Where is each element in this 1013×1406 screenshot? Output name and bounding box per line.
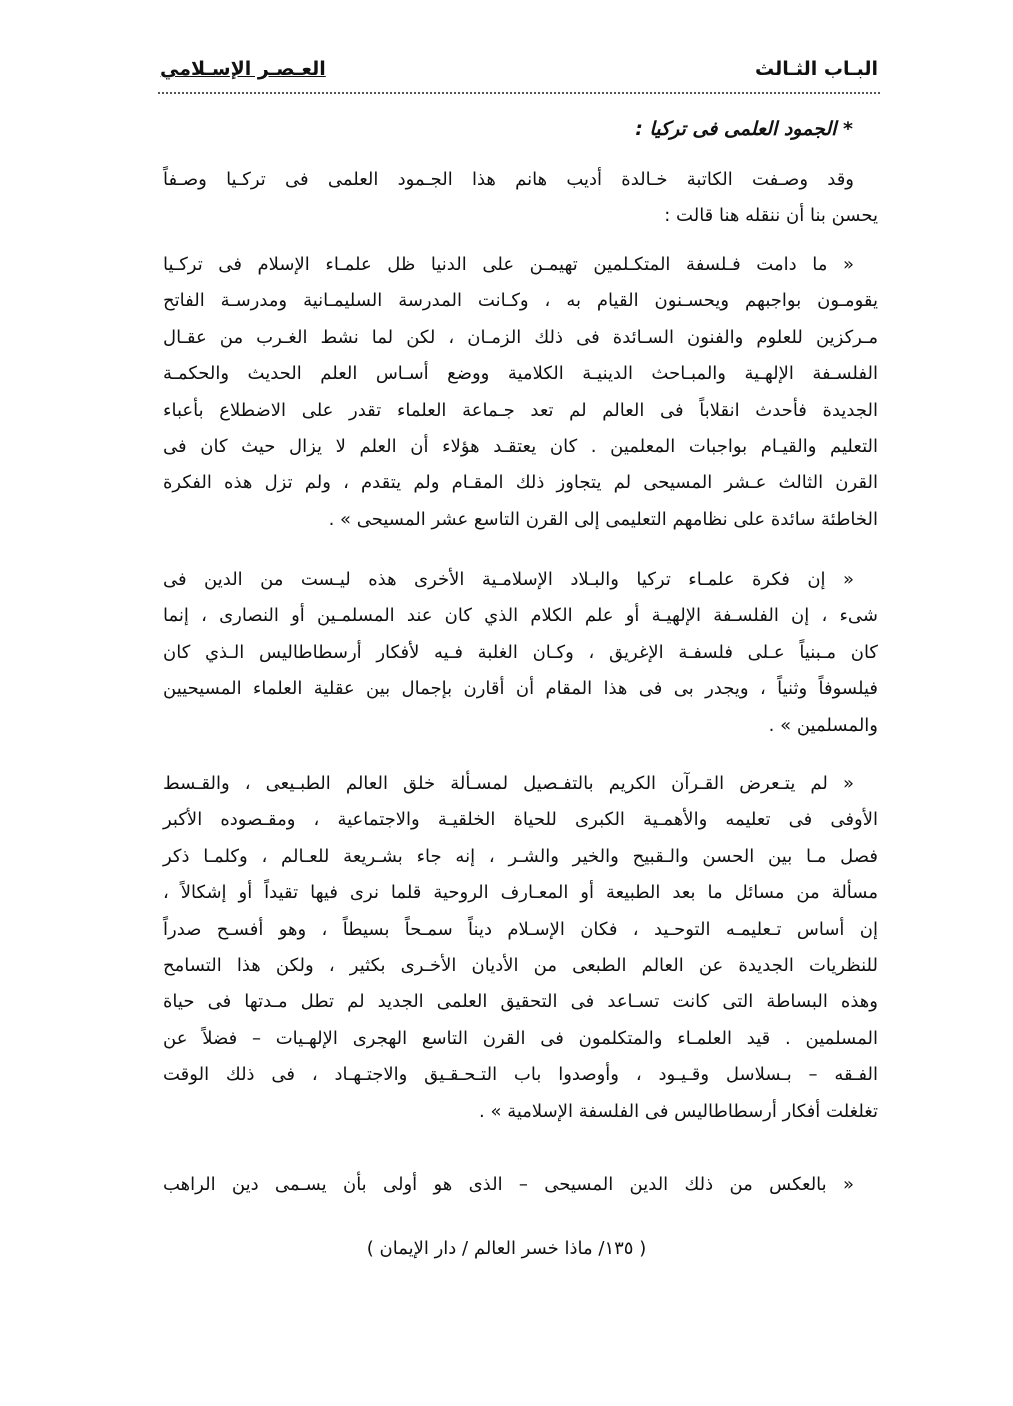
text-line: مسألة من مسائل ما بعد الطبيعة أو المعـارف الروحية قلما نرى فيها تقيداً أو إشكالاً ، [163, 882, 878, 904]
text-line: وقد وصـفت الكاتبة خـالدة أديب هانم هذا الجـمود العلمى فى تركـيا وصـفاً [163, 169, 854, 190]
text-line: المسلمين . قيد العلمـاء والمتكلمون فى القرن التاسع الهجرى الإلهـيات – فضلاً عن [163, 1027, 878, 1049]
text-line: فصل مـا بين الحسن والـقبيح والخير والشـر ، إنه جاء بشـريعة للعـالم ، وكلمـا ذكر [163, 845, 878, 867]
header-rule [158, 92, 880, 94]
text-line: وهذه البساطة التى كانت تسـاعد فى التحقيق العلمى الجديد لم تطل مـدتها فى حياة [163, 991, 878, 1013]
quote-paragraph-1 [163, 247, 878, 538]
text-line: « بالعكس من ذلك الدين المسيحى – الذى هو أولى بأن يسـمى دين الراهب [163, 1174, 854, 1195]
text-line: « ما دامت فـلسفة المتكـلمين تهيمـن على الدنيا ظل علمـاء الإسلام فى تركـيا [163, 254, 854, 275]
section-heading: * الجمود العلمى فى تركيا : [635, 118, 853, 140]
running-header-section: العـصـر الإسـلامي [160, 58, 326, 80]
text-line: شىء ، إن الفلسـفة الإلهيـة أو علم الكلام الذي كان عند المسلمـين أو النصارى ، إنما [163, 605, 878, 627]
quote-paragraph-4 [163, 1167, 878, 1203]
intro-paragraph [163, 162, 878, 235]
text-line: الجديدة فأحدث انقلاباً فى العالم لم تعد جـماعة العلماء تقدر على الاضطلاع بأعباء [163, 399, 878, 421]
text-line: الفـقه – بـسلاسل وقـيـود ، وأوصدوا باب التـحـقـيق والاجتـهـاد ، فى ذلك الوقت [163, 1064, 878, 1086]
text-line: والمسلمين » . [768, 714, 878, 736]
text-line: يقومـون بواجبهم ويحسـنون القيام به ، وكـانت المدرسة السليمـانية ومدرسـة الفاتح [163, 290, 878, 312]
text-line: يحسن بنا أن ننقله هنا قالت : [664, 205, 878, 227]
text-line: كان مـبنياً عـلى فلسفـة الإغريق ، وكـان الغلبة فـيه لأفكار أرسطاطاليس الـذي كان [163, 641, 878, 663]
quote-paragraph-2 [163, 562, 878, 744]
text-line: فيلسوفاً وثنياً ، ويجدر بى فى هذا المقام أن أقارن بإجمال بين عقلية العلماء المسيحيين [163, 678, 878, 700]
text-line: الفلسـفة الإلهـية والمبـاحث الدينيـة الكلامية ووضع أسـاس العلم الحديث والحكمـة [163, 363, 878, 385]
text-line: الخاطئة سائدة على نظامهم التعليمى إلى القرن التاسع عشر المسيحى » . [328, 508, 878, 530]
text-line: « لم يتـعرض القـرآن الكريم بالتفـصيل لمسـألة خلق العالم الطبـيعى ، والقـسط [163, 773, 854, 794]
text-line: القرن الثالث عـشر المسيحى لم يتجاوز ذلك المقـام ولم يتقدم ، ولم تزل هذه الفكرة [163, 472, 878, 494]
text-line: تغلغلت أفكار أرسطاطاليس فى الفلسفة الإسلامية » . [479, 1100, 878, 1122]
text-line: مـركزين للعلوم والفنون السـائدة فى ذلك الزمـان ، لكن لما نشط الغـرب من عقـال [163, 326, 878, 348]
text-line: التعليم والقيـام بواجبات المعلمين . كان يعتقـد هؤلاء أن العلم لا يزال حيث كان فى [163, 435, 878, 457]
text-line: الأوفى فى تعليمه والأهمـية الكبرى للحياة الخلقيـة والاجتماعية ، ومقـصوده الأكبر [163, 809, 878, 831]
text-line: « إن فكرة علمـاء تركيا والبـلاد الإسلامـية الأخرى هذه ليـست من الدين فى [163, 569, 854, 590]
text-line: للنظريات الجديدة عن العالم الطبعى من الأديان الأخـرى بكثير ، ولكن هذا التسامح [163, 954, 878, 976]
quote-paragraph-3 [163, 766, 878, 1130]
page-footer: ( ١٣٥/ ماذا خسر العالم / دار الإيمان ) [366, 1238, 647, 1259]
text-line: إن أساس تـعليمـه التوحـيد ، فكان الإسـلام ديناً سمـحاً بسيطاً ، وهو أفسـح صدراً [163, 918, 878, 940]
running-header-chapter: البـاب الثـالث [754, 58, 878, 80]
